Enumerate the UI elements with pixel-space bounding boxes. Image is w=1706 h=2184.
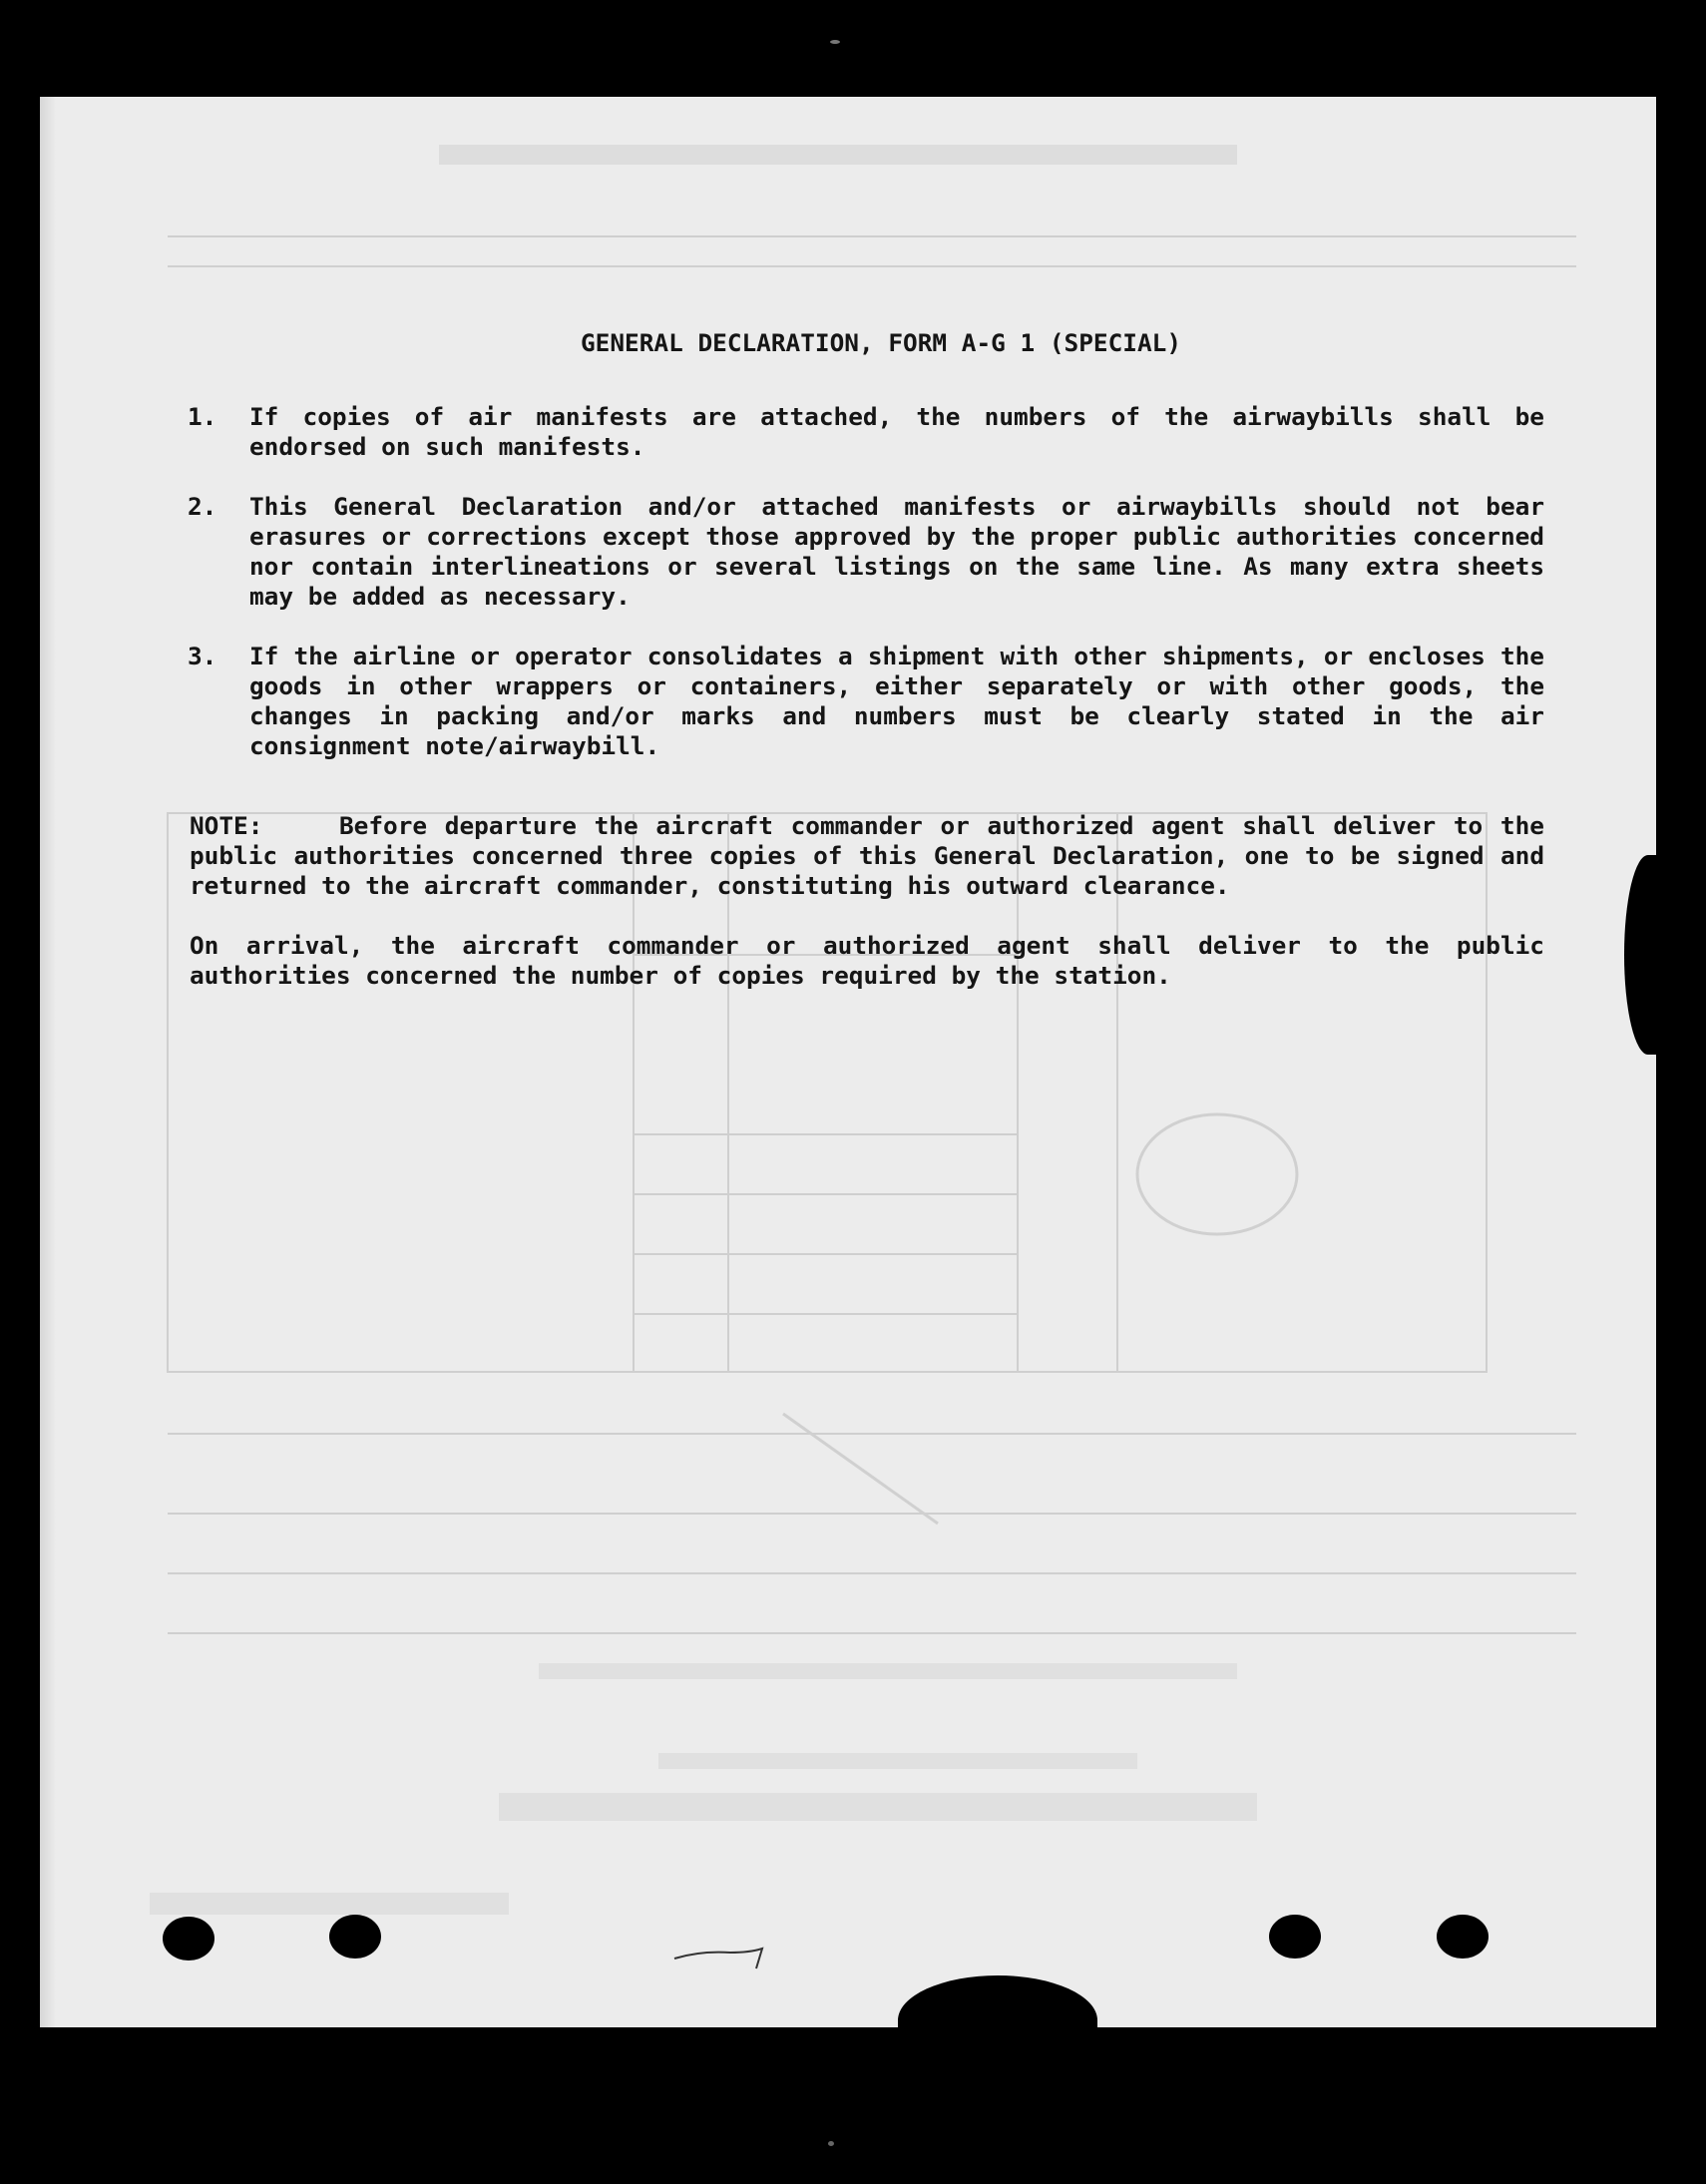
item-number: 2. — [188, 492, 217, 521]
document-sheet — [40, 97, 1656, 2027]
note-text-departure: Before departure the aircraft commander or authorized agent shall deliver to the public authorities concerned three copies of this General Declaration, one to be signed and returned to the aircraft commander, constituting his outward clearance. — [190, 811, 1544, 900]
scan-speck — [828, 2141, 834, 2146]
instruction-item — [188, 492, 1544, 612]
torn-bottom-edge — [898, 1975, 1097, 2027]
item-text: If copies of air manifests are attached, the numbers of the airwaybills shall be endorsed on such manifests. — [249, 402, 1544, 461]
note-section — [188, 811, 1544, 991]
scan-speck — [830, 40, 840, 44]
pencil-mark — [670, 1931, 770, 1970]
note-paragraph-arrival: On arrival, the aircraft commander or authorized agent shall deliver to the public authorities concerned the number of copies required by the station. — [190, 931, 1544, 990]
punch-hole — [1437, 1915, 1489, 1959]
instruction-item — [188, 642, 1544, 761]
note-label: NOTE: — [190, 811, 263, 840]
punch-hole — [329, 1915, 381, 1959]
torn-edge — [1624, 855, 1656, 1055]
item-text: This General Declaration and/or attached manifests or airwaybills should not bear erasures or corrections except those approved by the proper public authorities concerned nor contain interlineations or several listings on the same line. As many extra sheets may be added as necessary. — [249, 492, 1544, 611]
declaration-instructions — [188, 328, 1544, 1021]
item-text: If the airline or operator consolidates a shipment with other shipments, or encloses the goods in other wrappers or containers, either separately or with other goods, the changes in packing and/or marks and numbers must be clearly stated in the air consignment note/airwaybill. — [249, 642, 1544, 760]
item-number: 3. — [188, 642, 217, 670]
form-title: GENERAL DECLARATION, FORM A-G 1 (SPECIAL) — [580, 328, 1182, 357]
punch-hole — [163, 1917, 214, 1961]
punch-hole — [1269, 1915, 1321, 1959]
note-paragraph-departure — [190, 811, 1544, 901]
item-number: 1. — [188, 402, 217, 431]
instruction-item — [188, 402, 1544, 462]
sheet-shadow-edge — [40, 97, 56, 2027]
